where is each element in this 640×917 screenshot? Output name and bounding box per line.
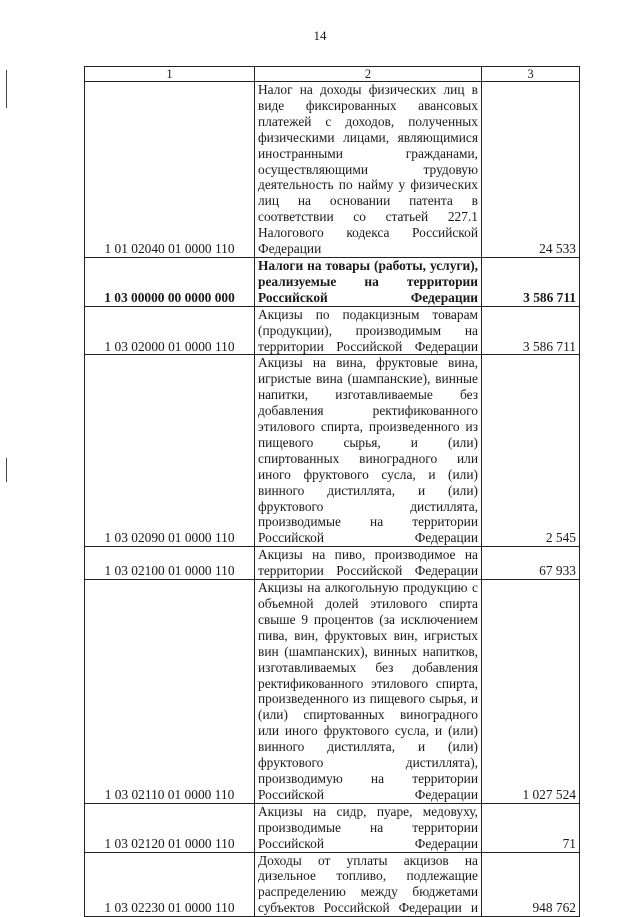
budget-code-cell: 1 03 02100 01 0000 110	[85, 547, 255, 580]
column-header-code: 1	[85, 67, 255, 82]
budget-code-cell: 1 03 00000 00 0000 000	[85, 257, 255, 306]
table-row	[85, 355, 580, 547]
description-cell: Акцизы на сидр, пуаре, медовуху, производимые на территории Российской Федерации	[255, 803, 482, 852]
description-cell: Акцизы на вина, фруктовые вина, игристые вина (шампанские), винные напитки, изготавливаемые без добавления ректификованного этилового спирта, произведенного из пищевого сырья, и (или) спиртованных виноградного или иного фруктового сусла, и (или) винного дистиллята, и (или) фруктового дистиллята, производимые на территории Российской Федерации	[255, 355, 482, 547]
budget-code-cell: 1 03 02110 01 0000 110	[85, 580, 255, 804]
description-cell: Доходы от уплаты акцизов на дизельное топливо, подлежащие распределению между бюджетами субъектов Российской Федерации и	[255, 852, 482, 917]
table-row	[85, 580, 580, 804]
amount-cell: 948 762	[482, 852, 580, 917]
margin-scan-line	[6, 70, 7, 108]
page-number: 14	[313, 28, 327, 43]
amount-cell: 3 586 711	[482, 257, 580, 306]
amount-cell: 24 533	[482, 82, 580, 258]
description-cell: Налог на доходы физических лиц в виде фиксированных авансовых платежей с доходов, полученных физическими лицами, являющимися иностранными гражданами, осуществляющими трудовую деятельность по найму у физических лиц на основании патента в соответствии со статьей 227.1 Налогового кодекса Российской Федерации	[255, 82, 482, 258]
table-row-group-total	[85, 257, 580, 306]
revenue-table	[84, 66, 580, 917]
table-row	[85, 82, 580, 258]
amount-cell: 1 027 524	[482, 580, 580, 804]
amount-cell: 3 586 711	[482, 306, 580, 355]
budget-code-cell: 1 03 02120 01 0000 110	[85, 803, 255, 852]
margin-scan-line-lower	[6, 458, 7, 482]
amount-cell: 71	[482, 803, 580, 852]
table-row	[85, 803, 580, 852]
amount-cell: 2 545	[482, 355, 580, 547]
table-row	[85, 547, 580, 580]
amount-cell: 67 933	[482, 547, 580, 580]
table-header-row	[85, 67, 580, 82]
table-row	[85, 306, 580, 355]
description-cell: Налоги на товары (работы, услуги), реализуемые на территории Российской Федерации	[255, 257, 482, 306]
column-header-amount: 3	[482, 67, 580, 82]
budget-code-cell: 1 01 02040 01 0000 110	[85, 82, 255, 258]
description-cell: Акцизы на пиво, производимое на территории Российской Федерации	[255, 547, 482, 580]
description-cell: Акцизы по подакцизным товарам (продукции), производимым на территории Российской Федерации	[255, 306, 482, 355]
table-row	[85, 852, 580, 917]
description-cell: Акцизы на алкогольную продукцию с объемной долей этилового спирта свыше 9 процентов (за исключением пива, вин, фруктовых вин, игристых вин (шампанских), винных напитков, изготавливаемых без добавления ректификованного этилового спирта, произведенного из пищевого сырья, и (или) спиртованных виноградного или иного фруктового сусла, и (или) винного дистиллята, и (или) фруктового дистиллята), производимую на территории Российской Федерации	[255, 580, 482, 804]
table-body	[85, 82, 580, 917]
budget-code-cell: 1 03 02090 01 0000 110	[85, 355, 255, 547]
column-header-description: 2	[255, 67, 482, 82]
budget-code-cell: 1 03 02230 01 0000 110	[85, 852, 255, 917]
budget-code-cell: 1 03 02000 01 0000 110	[85, 306, 255, 355]
